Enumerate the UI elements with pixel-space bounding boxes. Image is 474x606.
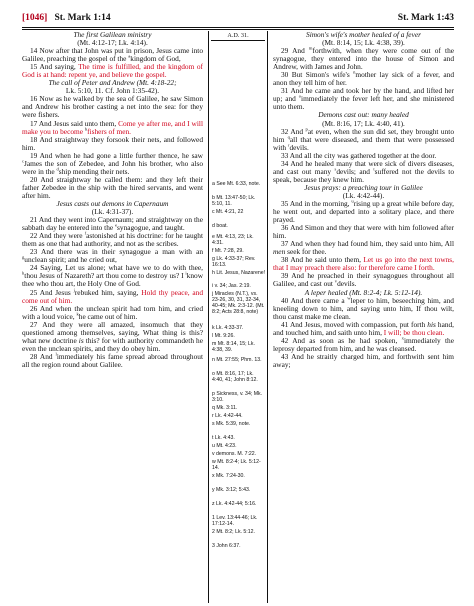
cross-reference-note: 3 John 6:37. [212,543,241,549]
cross-reference-note: q Mk. 3:11. [212,405,238,411]
cross-reference-note: k Lk. 4:33-37. [212,325,244,331]
verse-text: 15 And saying, [30,62,79,72]
page-number: [1046] [22,13,48,23]
cross-reference-marker: r [287,142,290,148]
right-text-column [273,31,454,369]
verse-text: 38 And he said unto them, [281,255,364,265]
italic-word: his [427,319,436,329]
verse-text: immediately the fever left her, and she ministered unto them. [273,94,454,112]
cross-reference-note: x Mk. 7:24-30. [212,473,245,479]
cross-reference-marker: p [305,126,308,132]
cross-reference-note: p Sickness, v. 34; Mk. 3:10. [212,391,263,403]
verse [273,128,454,152]
verse-text: immediately his fame spread abroad throughout all the region round about Galilee. [22,351,203,369]
verse [273,200,454,224]
verse [22,95,203,119]
verse-text: 36 And Simon and they that were with him followed after him. [273,223,454,241]
section-subheading: (Lk. 4:42-44). [342,190,385,200]
verse-text: kingdom of God, [130,54,181,64]
section-heading: A leper healed (Mt. 8:2-4; Lk. 5:12-14). [304,287,423,297]
verse-text: 39 And he preached in their synagogues throughout all Galilee, and cast out [273,271,454,289]
cross-reference-marker: l [55,351,57,357]
cross-reference-note: d boat. [212,223,228,229]
verse-text: astonished at his doctrine: for he taught them as one that had authority, and not as the scribes. [22,231,204,249]
verse-text: hand, and touched him, and saith unto him, [273,319,455,337]
verse-text: suffered not the devils to speak, because they knew him. [273,166,454,184]
cross-reference-note: 2 Mt. 8:2; Lk. 5:12. [212,529,255,535]
words-of-jesus: Hold thy peace, and come out of him. [22,287,203,305]
italic-word: is [78,335,84,345]
era-label: A.D. 31. [227,32,249,39]
verse [273,47,454,71]
verse [22,321,203,353]
cross-reference-note: h Lit. Jesus, Nazarene! [212,270,266,276]
verse-text: devils; and [336,166,374,176]
cross-reference-note: e Mt. 4:13, 23; Lk. 4:31. [212,234,254,246]
verse [273,297,454,321]
cross-reference-marker: o [298,93,302,99]
verse-text: 18 And straightway they forsook their nets, and followed him. [22,134,203,152]
verse [22,232,203,248]
cross-reference-note: l Mt. 9:26. [212,333,235,339]
verse [22,152,203,176]
right-running-title: St. Mark 1:43 [397,13,454,23]
verse-text: 25 And Jesus [30,287,74,297]
words-of-jesus: fishers of men. [87,126,131,136]
verse-text: 33 And all the city was gathered together at the door. [281,150,437,160]
verse-text: 22 And they were [30,231,85,241]
cross-reference-marker: n [353,69,356,75]
verse-text: 37 And when they had found him, they said unto him, All [281,239,454,249]
cross-reference-marker: e [115,222,118,228]
verse-text: unclean spirit; and he cried out, [24,255,117,265]
header-left [22,13,111,23]
verse [273,337,454,353]
verse [273,321,454,337]
verse-text: 34 And he healed many that were sick of divers diseases, and cast out many [273,158,454,176]
cross-reference-note: g Lk. 4:33-37; Rev. 16:13. [212,256,256,268]
verse [22,289,203,305]
verse [273,224,454,240]
verse [273,71,454,87]
cross-reference-note: v demons. M. 7:22. [212,451,257,457]
cross-reference-marker: b [84,126,88,132]
cross-reference-marker: h [22,270,25,276]
cross-reference-note: t Lk. 4:43. [212,435,235,441]
verse [273,87,454,111]
verse [22,63,203,79]
verse-text: synagogue, and taught. [117,223,185,233]
verse [22,216,203,232]
verse [22,176,203,200]
verse [273,272,454,288]
verse-text: 43 And he straitly charged him, and forthwith sent him away; [273,351,454,369]
cross-reference-marker: i [185,270,187,276]
left-running-title: St. Mark 1:14 [54,13,111,23]
cross-reference-note: z Lk. 4:42-44; 5:16. [212,501,257,507]
section-subheading: (Lk. 4:31-37). [91,207,134,217]
verse-text: all that were diseased, and them that were possessed with [273,134,455,152]
cross-reference-note: j Miracles (N.T.), vs. 23-26, 30, 31, 32-34, 40-45; Mk. 2:3-12. (Mt. 8:2; Acts 28:8, note) [212,291,265,315]
verse-text: 30 But Simon's wife's [281,70,354,80]
words-of-jesus: I will; be thou clean. [383,327,445,337]
verse [22,47,203,63]
verse [22,248,203,264]
cross-reference-marker: j [73,287,75,293]
verse-text: 19 And when he had gone a little further thence, he saw [30,150,203,160]
cross-reference-note: u Mt. 4:23. [212,443,237,449]
cross-reference-note: n Mt. 27:55; Phm. 13. [212,357,262,363]
section-subheading: Lk. 5:10, 11. Cf. John 1:35-42). [65,86,160,96]
verse-text: at even, when the sun did set, they brought unto him [273,126,454,144]
verse-text: 14 Now after that John was put in prison, Jesus came into Galilee, preaching the gospel of the [22,46,203,64]
verse [22,136,203,152]
cross-reference-note: m Mt. 8:14, 15; Lk. 4:38, 39. [212,341,255,353]
cross-reference-marker: m [308,45,313,51]
cross-reference-marker: k [76,311,79,317]
cross-reference-marker: d [56,166,59,172]
verse-text: 27 And they were all amazed, insomuch that they questioned among themselves, saying, What thing is this? what new doctrine [22,319,203,345]
verse [273,240,454,256]
cross-reference-marker: x [401,335,404,341]
verse-text: know thee who thou art, the Holy One of God. [22,271,203,289]
cross-reference-note: w Mt. 8:2-4; Lk. 5:12-14. [212,459,261,471]
verse-text: leper to him, beseeching him, and kneeling down to him, and saying unto him, If thou wilt, thou canst make me clean. [273,295,454,321]
verse-text: devils. [337,279,357,289]
cross-reference-note: a See Mt. 6:33, note. [212,181,261,187]
cross-reference-note: i v. 34; Jas. 2:19. [212,283,251,289]
cross-reference-marker: g [22,254,25,260]
cross-reference-marker: s [334,166,337,172]
cross-reference-marker: a [128,53,131,59]
verse-text: he came out of him. [78,311,138,321]
verse [273,160,454,184]
reference-column [208,31,268,603]
cross-reference-note: y Mk. 3:12; 5:43. [212,487,251,493]
section-subheading: (Mt. 8:16, 17; Lk. 4:40, 41). [322,118,405,128]
verse [273,353,454,369]
section-heading: The first Galilean ministry [73,30,152,39]
verse [22,305,203,321]
section-heading: Jesus prays: a preaching tour in Galilee [304,182,423,192]
italic-word: men [273,247,286,257]
verse-text: 29 And [281,46,309,56]
verse-text: 24 Saying, Let us alone; what have we to do with thee, [30,263,203,273]
verse-text: devils. [289,142,309,152]
verse-text: 20 And straightway he called them: and they left their father Zebedee in the ship with the hired servants, and went after him. [22,174,203,200]
verse [273,256,454,272]
verse-text: 41 And Jesus, moved with compassion, put forth [281,319,428,329]
verse-text: immediately the leprosy departed from him, and he was cleansed. [273,335,454,353]
section-heading: Simon's wife's mother healed of a fever [306,30,421,39]
verse-text: forthwith, when they were come out of the synagogue, they entered into the house of Simon and Andrew, with James and John. [273,46,454,72]
cross-reference-note: 1 Lev. 13:44-46; Lk. 17:12-14. [212,515,258,527]
words-of-jesus: Let us go into the next towns, that I may preach there also: for therefore came I forth. [273,255,454,273]
verse-text: rebuked him, saying, [74,287,142,297]
verse-text: 32 And [281,126,306,136]
words-of-jesus: Come ye after me, and I will make you to become [22,118,203,136]
verse [22,353,203,369]
cross-reference-note: r Lk. 4:42-44. [212,413,243,419]
verse-text: 28 And [30,351,56,361]
cross-reference-note: o Mt. 8:16, 17; Lk. 4:40, 41; John 8:12. [212,371,258,383]
words-of-jesus: The time is fulfilled, and the kingdom of God is at hand: repent ye, and believe the gospel. [22,62,203,80]
section-subheading: (Mt. 8:14, 15; Lk. 4:38, 39). [322,38,405,48]
verse-text: rising up a great while before day, he went out, and departed into a solitary place, and there prayed. [273,198,454,225]
header-rule-top [22,27,454,28]
verse-text: seek for thee. [285,247,327,257]
section-heading: Jesus casts out demons in Capernaum [56,198,169,208]
page-header [22,13,454,25]
section-subheading: (Mt. 4:12-17; Lk. 4:14). [77,38,148,48]
verse-text: 31 And he came and took her by the hand, and lifted her up; and [273,86,454,104]
era-rule [211,40,265,41]
verse-text: ship mending their nets. [58,166,130,176]
verse-text: 35 And in the morning, [281,198,352,208]
cross-reference-marker: q [287,134,290,140]
cross-reference-note: f Mt. 7:28, 29. [212,248,244,254]
verse-text: 42 And as soon as he had spoken, [281,335,402,345]
verse-text: 16 Now as he walked by the sea of Galilee, he saw Simon and Andrew his brother casting a net into the sea: for they were fishers. [22,94,203,120]
verse-text: thou Jesus of Nazareth? art thou come to destroy us? I [24,271,186,281]
verse-text: 21 And they went into Capernaum; and straightway on the sabbath day he entered into the [22,215,203,233]
cross-reference-note: c Mt. 4:21, 22 [212,209,244,215]
verse-text: James the son of Zebedee, and John his brother, who also were in the [22,158,203,176]
verse [22,264,203,288]
verse-text: 17 And Jesus said unto them, [30,118,119,128]
cross-reference-marker: c [22,158,25,164]
cross-reference-note: b Mt. 13:47-50; Lk. 5:10, 11. [212,195,256,207]
verse [22,120,203,136]
cross-reference-marker: f [84,230,87,236]
left-text-column [22,31,203,369]
section-heading: The call of Peter and Andrew (Mt. 4:18-22; [48,78,177,88]
verse-text: 40 And there came a [281,295,348,305]
cross-reference-marker: u [351,198,354,204]
cross-reference-note: s Mk. 5:39, note. [212,421,251,427]
verse-text: this? for with authority commandeth he even the unclean spirits, and they do obey him. [22,335,203,353]
section-heading: Demons cast out: many healed [318,110,409,120]
verse-text: 23 And there was in their synagogue a man with an [30,247,203,257]
cross-reference-marker: t [373,166,375,172]
cross-reference-marker: v [334,279,338,285]
cross-reference-marker: w [347,295,351,301]
verse-text: mother lay sick of a fever, and anon they tell him of her. [273,70,454,88]
verse-text: 26 And when the unclean spirit had torn him, and cried with a loud voice, [22,303,203,321]
